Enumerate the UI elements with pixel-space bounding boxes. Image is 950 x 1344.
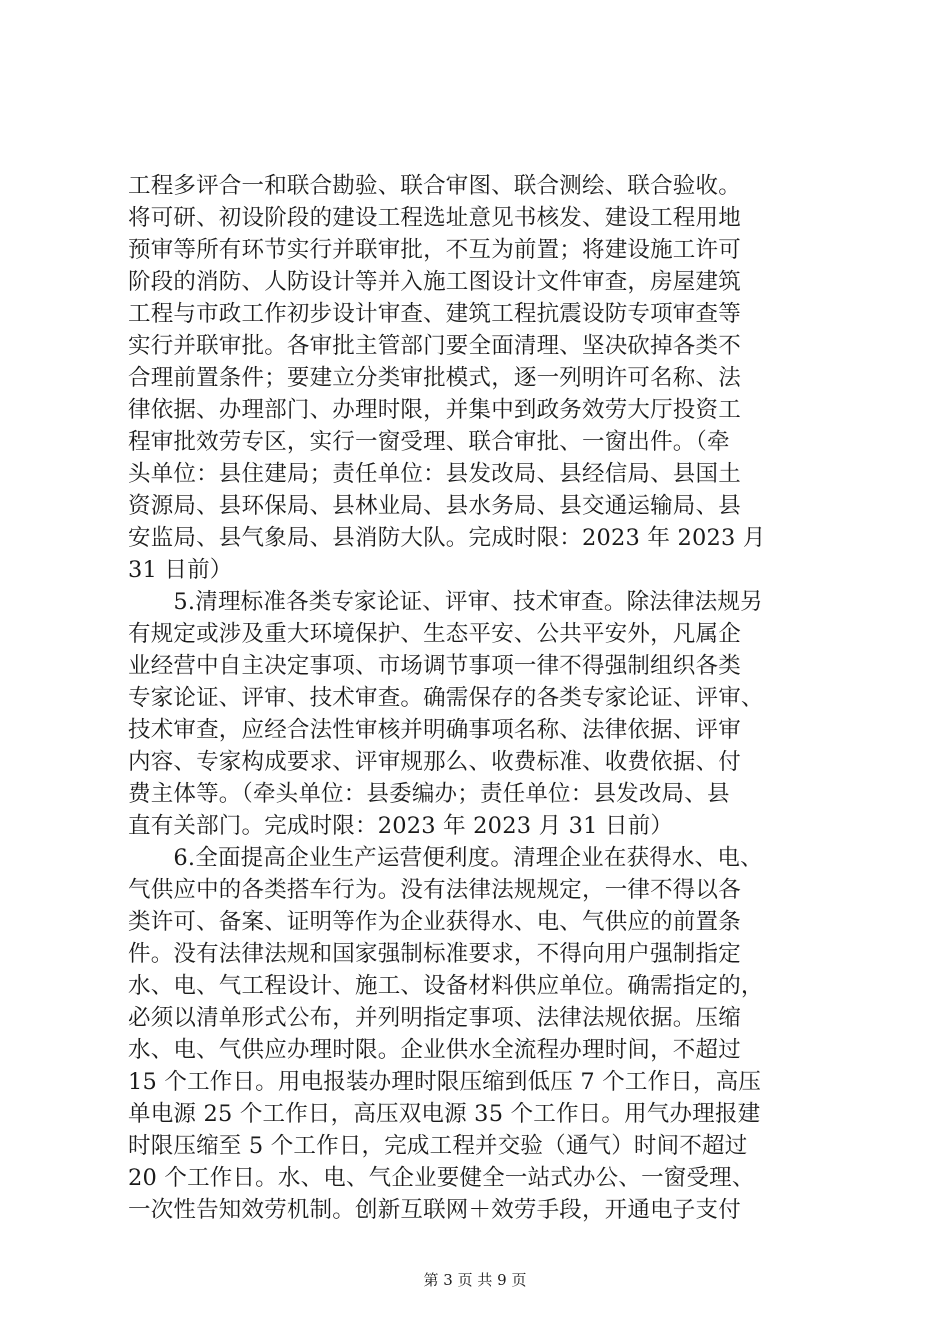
text-line: 单电源 25 个工作日，高压双电源 35 个工作日。用气办理报建 [128,1101,761,1127]
text-line: 专家论证、评审、技术审查。确需保存的各类专家论证、评审、 [128,685,764,711]
page-number-footer: 第 3 页 共 9 页 [423,1271,527,1289]
text-line: 内容、专家构成要求、评审规那么、收费标准、收费依据、付 [128,749,741,775]
text-line: 技术审查，应经合法性审核并明确事项名称、法律依据、评审 [128,717,741,743]
text-line: 资源局、县环保局、县林业局、县水务局、县交通运输局、县 [128,493,741,519]
text-line: 水、电、气工程设计、施工、设备材料供应单位。确需指定的， [128,973,764,999]
text-line: 类许可、备案、证明等作为企业获得水、电、气供应的前置条 [128,909,741,935]
text-line: 阶段的消防、人防设计等并入施工图设计文件审查，房屋建筑 [128,269,741,295]
paragraph-start-6: 6.全面提高企业生产运营便利度。清理企业在获得水、电、 [128,845,763,871]
text-line: 工程多评合一和联合勘验、联合审图、联合测绘、联合验收。 [128,173,741,199]
text-line: 件。没有法律法规和国家强制标准要求，不得向用户强制指定 [128,941,741,967]
text-line: 气供应中的各类搭车行为。没有法律法规规定，一律不得以各 [128,877,741,903]
text-line: 一次性告知效劳机制。创新互联网＋效劳手段，开通电子支付 [128,1197,741,1223]
text-line: 合理前置条件；要建立分类审批模式，逐一列明许可名称、法 [128,365,741,391]
text-line: 业经营中自主决定事项、市场调节事项一律不得强制组织各类 [128,653,741,679]
text-line: 直有关部门。完成时限：2023 年 2023 月 31 日前） [128,813,674,839]
text-line: 有规定或涉及重大环境保护、生态平安、公共平安外，凡属企 [128,621,741,647]
text-line: 律依据、办理部门、办理时限，并集中到政务效劳大厅投资工 [128,397,741,423]
paragraph-start-5: 5.清理标准各类专家论证、评审、技术审查。除法律法规另 [128,589,763,615]
text-line: 水、电、气供应办理时限。企业供水全流程办理时间，不超过 [128,1037,741,1063]
text-line: 费主体等。（牵头单位：县委编办；责任单位：县发改局、县 [128,781,730,807]
text-line: 程审批效劳专区，实行一窗受理、联合审批、一窗出件。（牵 [128,429,730,455]
text-line: 预审等所有环节实行并联审批，不互为前置；将建设施工许可 [128,237,741,263]
text-line: 必须以清单形式公布，并列明指定事项、法律法规依据。压缩 [128,1005,741,1031]
text-line: 工程与市政工作初步设计审查、建筑工程抗震设防专项审查等 [128,301,741,327]
text-line: 20 个工作日。水、电、气企业要健全一站式办公、一窗受理、 [128,1165,755,1191]
text-line: 15 个工作日。用电报装办理时限压缩到低压 7 个工作日，高压 [128,1069,762,1095]
text-line: 31 日前） [128,557,233,583]
text-line: 将可研、初设阶段的建设工程选址意见书核发、建设工程用地 [128,205,741,231]
text-line: 头单位：县住建局；责任单位：县发改局、县经信局、县国土 [128,461,741,487]
text-line: 安监局、县气象局、县消防大队。完成时限：2023 年 2023 月 [128,525,766,551]
text-line: 实行并联审批。各审批主管部门要全面清理、坚决砍掉各类不 [128,333,741,359]
text-line: 时限压缩至 5 个工作日，完成工程并交验（通气）时间不超过 [128,1133,748,1159]
